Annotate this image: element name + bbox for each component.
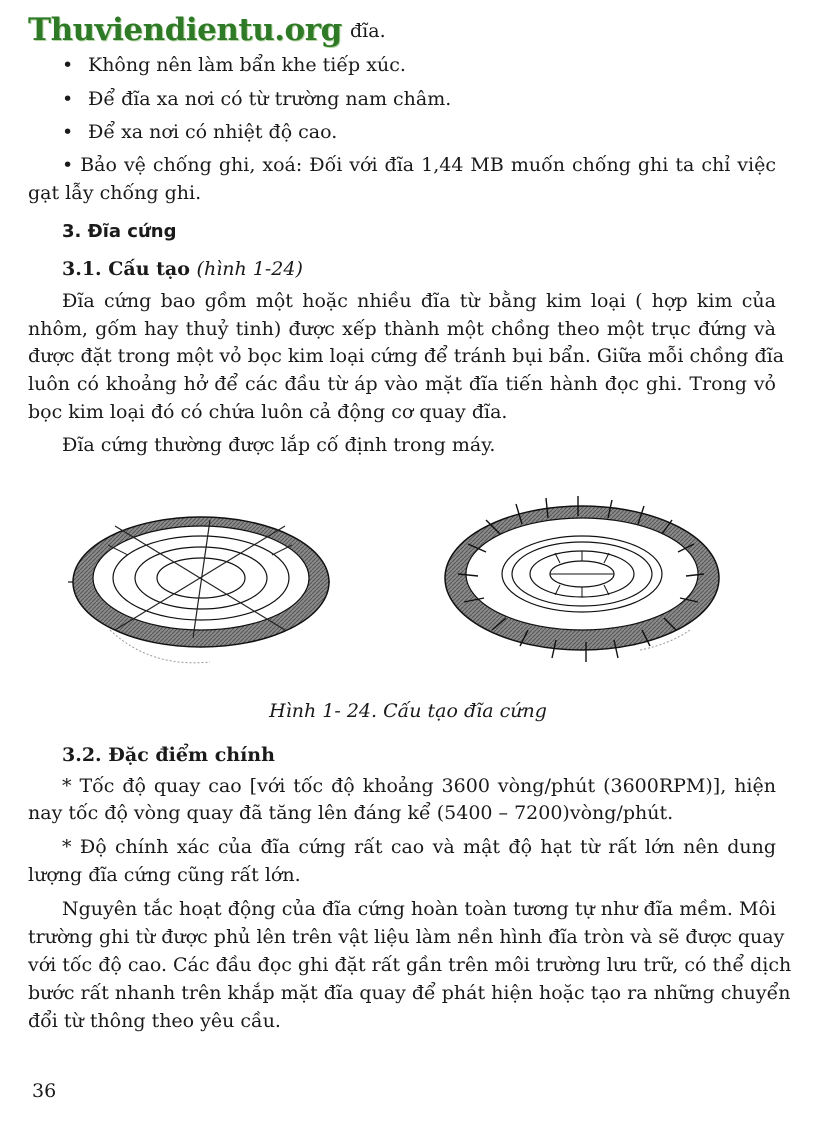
bullet-item: • Để xa nơi có nhiệt độ cao.: [62, 121, 338, 143]
section-3-heading: 3. Đĩa cứng: [62, 221, 177, 242]
paragraph-line: được đặt trong một vỏ bọc kim loại cứng để tránh bụi bẩn. Giữa mỗi chồng đĩa: [28, 345, 785, 367]
continued-text: đĩa.: [350, 20, 386, 42]
paragraph-line: Đĩa cứng thường được lắp cố định trong máy.: [62, 434, 496, 456]
paragraph-line: đổi từ thông theo yêu cầu.: [28, 1010, 281, 1032]
paragraph-line: với tốc độ cao. Các đầu đọc ghi đặt rất gần trên môi trường lưu trữ, có thể dịch: [28, 954, 792, 976]
paragraph-line: Nguyên tắc hoạt động của đĩa cứng hoàn toàn tương tự như đĩa mềm. Môi: [62, 898, 776, 920]
paragraph-line: bọc kim loại đó có chứa luôn cả động cơ quay đĩa.: [28, 401, 508, 423]
paragraph-line: Đĩa cứng bao gồm một hoặc nhiều đĩa từ bằng kim loại ( hợp kim của: [62, 290, 776, 312]
bullet-item: • Để đĩa xa nơi có từ trường nam châm.: [62, 88, 452, 110]
page-number: 36: [32, 1080, 57, 1102]
paragraph-line: * Độ chính xác của đĩa cứng rất cao và mật độ hạt từ rất lớn nên dung: [62, 836, 776, 858]
paragraph-line: * Tốc độ quay cao [với tốc độ khoảng 3600 vòng/phút (3600RPM)], hiện: [62, 775, 776, 797]
paragraph-line: nhôm, gốm hay thuỷ tinh) được xếp thành một chồng theo một trục đứng và: [28, 318, 776, 340]
paragraph-line: bước rất nhanh trên khắp mặt đĩa quay để phát hiện hoặc tạo ra những chuyển: [28, 982, 791, 1004]
paragraph-line: nay tốc độ vòng quay đã tăng lên đáng kể (5400 – 7200)vòng/phút.: [28, 802, 674, 824]
paragraph-line: luôn có khoảng hở để các đầu từ áp vào mặt đĩa tiến hành đọc ghi. Trong vỏ: [28, 373, 776, 395]
section-3-1-heading: 3.1. Cấu tạo (hình 1-24): [62, 258, 303, 280]
right-disk-diagram: [445, 496, 719, 662]
paragraph-line: trường ghi từ được phủ lên trên vật liệu làm nền hình đĩa tròn và sẽ được quay: [28, 926, 785, 948]
bullet-dot-icon: •: [62, 54, 74, 76]
bullet-item: • Không nên làm bẩn khe tiếp xúc.: [62, 54, 406, 76]
hard-disk-figure: [0, 490, 816, 690]
bullet-dot-icon: •: [62, 121, 74, 143]
figure-caption: Hình 1- 24. Cấu tạo đĩa cứng: [269, 700, 547, 722]
left-disk-diagram: [68, 517, 330, 663]
protect-line-1: • Bảo vệ chống ghi, xoá: Đối với đĩa 1,44 MB muốn chống ghi ta chỉ việc: [62, 154, 776, 176]
bullet-dot-icon: •: [62, 88, 74, 110]
watermark-logo: Thuviendientu.org: [28, 12, 342, 48]
section-3-2-heading: 3.2. Đặc điểm chính: [62, 744, 275, 766]
protect-line-2: gạt lẫy chống ghi.: [28, 182, 202, 204]
paragraph-line: lượng đĩa cứng cũng rất lớn.: [28, 864, 301, 886]
